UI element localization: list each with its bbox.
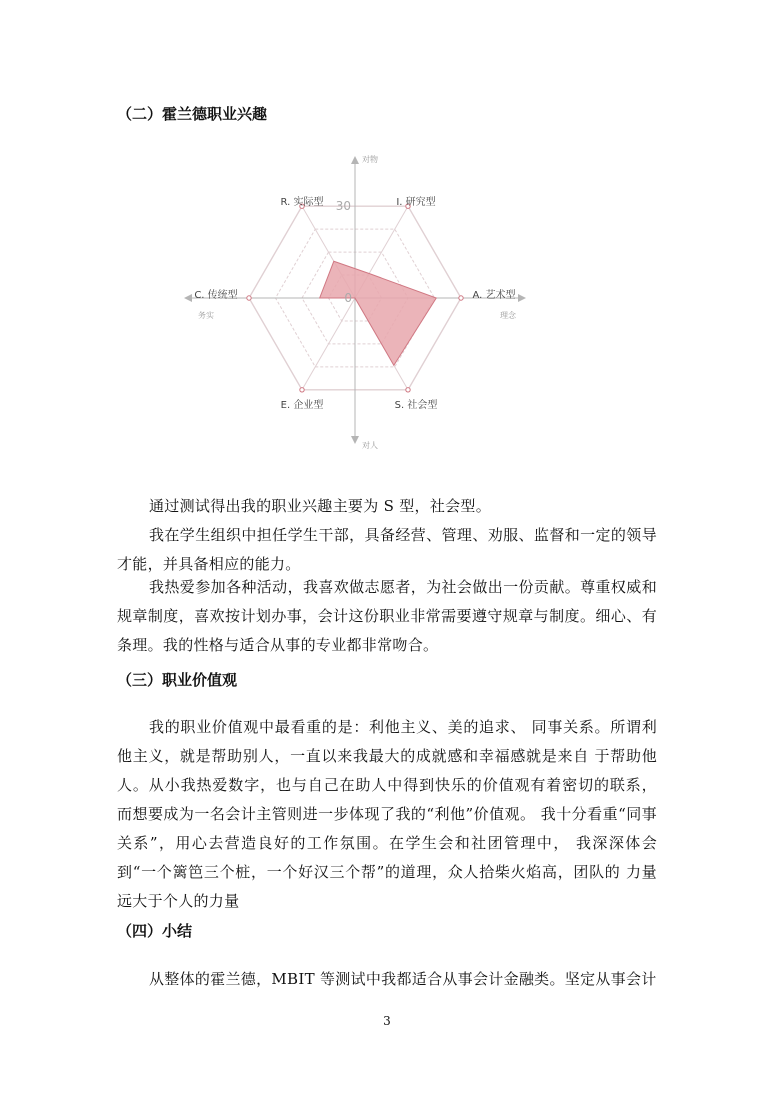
paragraph: 我的职业价值观中最看重的是：利他主义、美的追求、 同事关系。所谓利他主义，就是帮助别人，一直以来我最大的成就感和幸福感就是来自 于帮助他人。从小我热爱数字，也与自己在助人中得到快乐的价值观有着密切的联系， 而想要成为一名会计主管则进一步体现了我的“利他”价值观。 我十分看重“同事关系”，用心去营造良好的工作氛围。在学生会和社团管理中， 我深深体会到“一个篱笆三个桩，一个好汉三个帮”的道理，众人拾柴火焰高，团队的 力量远大于个人的力量	[117, 718, 657, 910]
vertex-point	[300, 388, 304, 392]
paragraph: 从整体的霍兰德，MBIT 等测试中我都适合从事会计金融类。坚定从事会计	[149, 970, 657, 988]
arrow-left	[184, 294, 192, 302]
scale-label-max: 30	[335, 199, 351, 213]
paragraph: 我在学生组织中担任学生干部，具备经营、管理、劝服、监督和一定的领导才能，并具备相应的能力。	[117, 526, 657, 573]
arrow-up	[351, 156, 359, 164]
category-label-c: C. 传统型	[194, 290, 238, 301]
axis-label-top: 对物	[362, 155, 378, 164]
category-label-r: R. 实际型	[280, 197, 324, 208]
axis-label-left: 务实	[198, 311, 214, 320]
holland-radar-chart	[180, 150, 540, 455]
category-label-a: A. 艺术型	[472, 290, 516, 301]
vertex-point	[247, 296, 251, 300]
category-label-e: E. 企业型	[280, 400, 324, 411]
category-label-i: I. 研究型	[396, 197, 436, 208]
grid-spoke	[302, 298, 355, 390]
page-number: 3	[383, 1014, 391, 1028]
section-heading-summary: （四）小结	[117, 922, 193, 940]
vertex-point	[406, 388, 410, 392]
category-label-s: S. 社会型	[394, 400, 438, 411]
paragraph: 我热爱参加各种活动，我喜欢做志愿者，为社会做出一份贡献。尊重权威和规章制度，喜欢按计划办事，会计这份职业非常需要遵守规章与制度。细心、有条理。我的性格与适合从事的专业都非常吻合。	[117, 578, 657, 654]
arrow-down	[351, 436, 359, 444]
vertex-point	[459, 296, 463, 300]
axis-label-right: 理念	[500, 311, 516, 320]
scale-label-zero: 0	[344, 291, 352, 305]
paragraph: 通过测试得出我的职业兴趣主要为 S 型，社会型。	[149, 497, 492, 515]
radar-labels	[194, 154, 517, 450]
section-heading-holland: （二）霍兰德职业兴趣	[117, 105, 268, 123]
section-heading-values: （三）职业价值观	[117, 671, 238, 689]
axis-label-bottom: 对人	[362, 441, 378, 450]
data-polygon	[320, 261, 437, 365]
arrow-right	[518, 294, 526, 302]
